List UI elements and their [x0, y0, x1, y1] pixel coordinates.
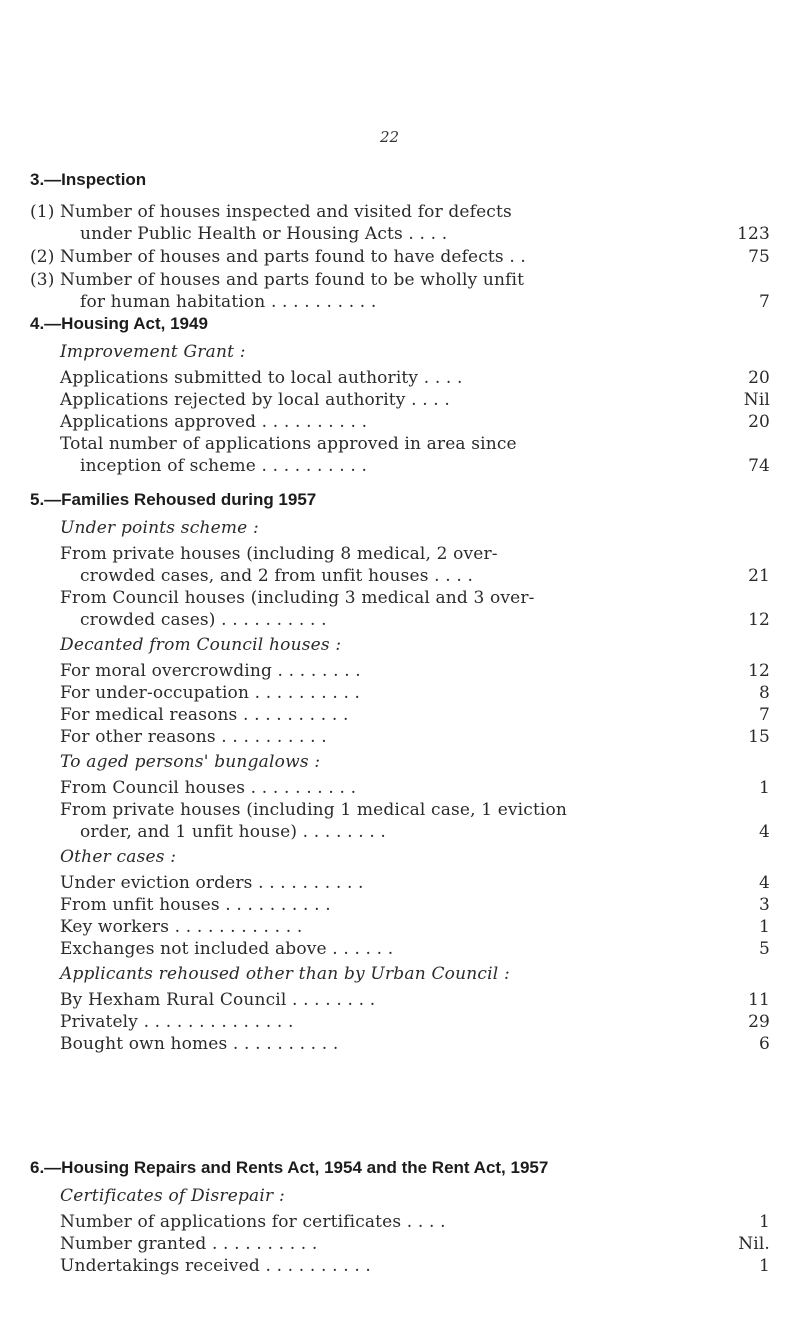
item-text-cont: for human habitation . . . . . . . . . . [80, 292, 377, 312]
item-value: 29 [748, 1012, 770, 1032]
item-text-cont: under Public Health or Housing Acts . . . . [80, 224, 448, 244]
item-value: 21 [748, 566, 770, 586]
list-item [30, 894, 770, 916]
section-housing-repairs-rents [30, 1154, 770, 1277]
list-item [30, 1233, 770, 1255]
section-heading: 4.—Housing Act, 1949 [30, 314, 208, 333]
item-text: For medical reasons . . . . . . . . . . [60, 705, 349, 725]
section-heading: 3.—Inspection [30, 170, 147, 189]
item-text: Number of applications for certificates . . . . [60, 1212, 446, 1232]
item-text: Number of houses and parts found to be wholly unfit [60, 270, 525, 290]
subheading: Improvement Grant : [60, 342, 246, 362]
section-families-rehoused [30, 486, 770, 1055]
item-value: 1 [759, 778, 770, 798]
list-item [30, 587, 770, 631]
list-item [30, 660, 770, 682]
subheading: Applicants rehoused other than by Urban Council : [60, 964, 510, 984]
section-heading: 5.—Families Rehoused during 1957 [30, 490, 317, 509]
item-text-cont: order, and 1 unfit house) . . . . . . . . [80, 822, 386, 842]
item-text: For other reasons . . . . . . . . . . [60, 727, 327, 747]
item-text: For moral overcrowding . . . . . . . . [60, 661, 361, 681]
item-value: 3 [759, 895, 770, 915]
item-value: 7 [759, 705, 770, 725]
list-item [30, 1211, 770, 1233]
item-text: Total number of applications approved in area since [60, 434, 517, 454]
item-text: Applications submitted to local authority . . . . [60, 368, 463, 388]
list-item [30, 872, 770, 894]
list-item [30, 916, 770, 938]
item-value: 4 [759, 822, 770, 842]
item-number: (3) [30, 270, 55, 290]
item-text: Privately . . . . . . . . . . . . . . [60, 1012, 294, 1032]
list-item [30, 201, 770, 245]
list-item [30, 367, 770, 389]
item-value: 7 [759, 292, 770, 312]
item-value: 1 [759, 1212, 770, 1232]
item-text: Number of houses inspected and visited for defects [60, 202, 512, 222]
item-text: Number granted . . . . . . . . . . [60, 1234, 318, 1254]
list-item [30, 682, 770, 704]
subheading: Certificates of Disrepair : [60, 1186, 285, 1206]
section-inspection [30, 166, 770, 313]
item-value: 8 [759, 683, 770, 703]
item-value: 11 [748, 990, 770, 1010]
list-item [30, 799, 770, 843]
subheading: Decanted from Council houses : [60, 635, 342, 655]
list-item [30, 989, 770, 1011]
item-text: From unfit houses . . . . . . . . . . [60, 895, 331, 915]
section-housing-act-1949 [30, 310, 770, 477]
item-text: Exchanges not included above . . . . . . [60, 939, 394, 959]
item-value: 123 [737, 224, 770, 244]
item-text: From private houses (including 8 medical, 2 over- [60, 544, 498, 564]
item-text: Number of houses and parts found to have defects . . [60, 247, 526, 267]
list-item [30, 1011, 770, 1033]
list-item [30, 1255, 770, 1277]
item-value: 12 [748, 610, 770, 630]
list-item [30, 938, 770, 960]
list-item [30, 246, 770, 268]
subheading: To aged persons' bungalows : [60, 752, 321, 772]
list-item [30, 704, 770, 726]
item-value: 74 [748, 456, 770, 476]
item-number: (1) [30, 202, 55, 222]
item-text: Applications rejected by local authority . . . . [60, 390, 450, 410]
item-text: Key workers . . . . . . . . . . . . [60, 917, 303, 937]
list-item [30, 411, 770, 433]
item-text: From Council houses . . . . . . . . . . [60, 778, 357, 798]
item-value: 1 [759, 917, 770, 937]
page-number: 22 [380, 128, 400, 146]
list-item [30, 777, 770, 799]
subheading: Other cases : [60, 847, 177, 867]
list-item [30, 543, 770, 587]
item-text-cont: crowded cases) . . . . . . . . . . [80, 610, 327, 630]
item-value: 20 [748, 368, 770, 388]
section-heading: 6.—Housing Repairs and Rents Act, 1954 and the Rent Act, 1957 [30, 1158, 549, 1177]
item-text: Bought own homes . . . . . . . . . . [60, 1034, 339, 1054]
item-value: 15 [748, 727, 770, 747]
item-text: From private houses (including 1 medical case, 1 eviction [60, 800, 567, 820]
item-text: For under-occupation . . . . . . . . . . [60, 683, 361, 703]
list-item [30, 269, 770, 313]
item-value: 20 [748, 412, 770, 432]
item-value: Nil [743, 390, 770, 410]
item-number: (2) [30, 247, 55, 267]
item-text: Applications approved . . . . . . . . . . [60, 412, 368, 432]
item-value: 1 [759, 1256, 770, 1276]
item-text: By Hexham Rural Council . . . . . . . . [60, 990, 376, 1010]
item-value: 75 [748, 247, 770, 267]
item-text: From Council houses (including 3 medical and 3 over- [60, 588, 535, 608]
item-value: Nil. [738, 1234, 770, 1254]
list-item [30, 726, 770, 748]
item-value: 4 [759, 873, 770, 893]
list-item [30, 433, 770, 477]
list-item [30, 389, 770, 411]
item-value: 6 [759, 1034, 770, 1054]
list-item [30, 1033, 770, 1055]
item-text-cont: crowded cases, and 2 from unfit houses . . . . [80, 566, 474, 586]
item-value: 5 [759, 939, 770, 959]
item-text: Undertakings received . . . . . . . . . . [60, 1256, 371, 1276]
item-text: Under eviction orders . . . . . . . . . . [60, 873, 364, 893]
item-text-cont: inception of scheme . . . . . . . . . . [80, 456, 367, 476]
subheading: Under points scheme : [60, 518, 259, 538]
item-value: 12 [748, 661, 770, 681]
